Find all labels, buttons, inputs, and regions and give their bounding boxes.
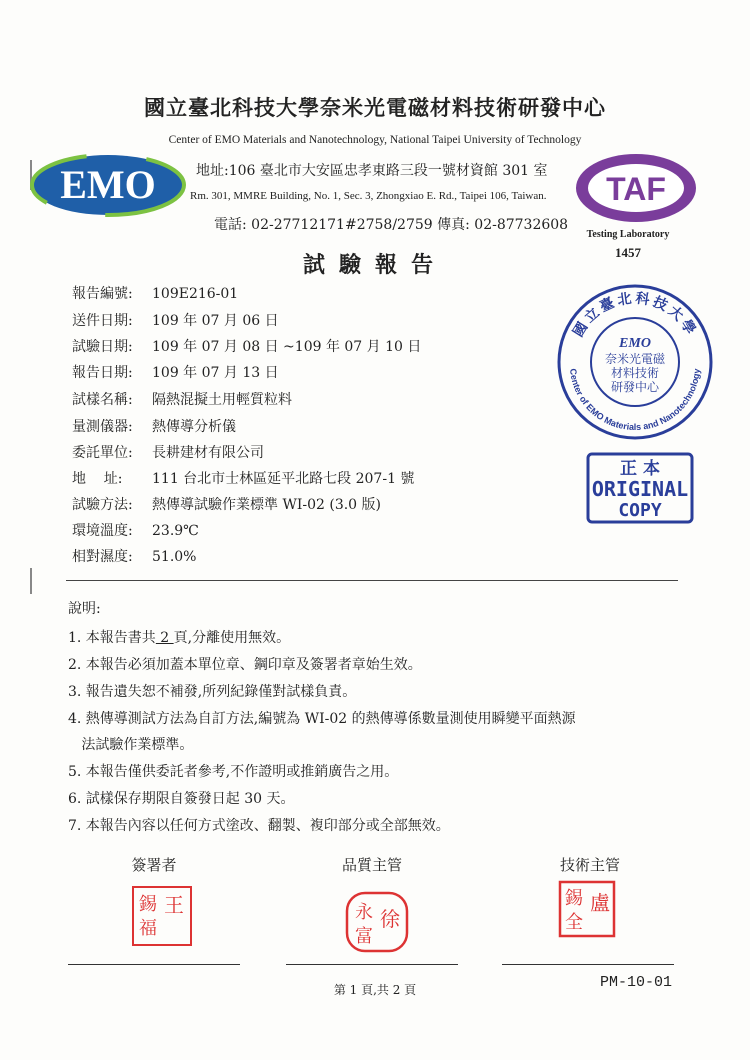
field-label: 量測儀器:: [72, 419, 133, 435]
note-item: 7. 本報告內容以任何方式塗改、翻製、複印部分或全部無效。: [68, 818, 450, 834]
original-stamp-zh: 正 本: [620, 459, 660, 479]
quality-manager-signature-line: [286, 964, 458, 965]
field-label: 委託單位:: [72, 445, 133, 461]
technical-manager-signature-line: [502, 964, 674, 965]
note-item: 6. 試樣保存期限自簽發日起 30 天。: [68, 791, 295, 807]
seal-english-text: Center of EMO Materials and Nanotechnology: [568, 368, 702, 433]
note-item: 3. 報告遺失恕不補發,所列紀錄僅對試樣負責。: [68, 684, 357, 700]
address-zh: 地址:106 臺北市大安區忠孝東路三段一號材資館 301 室: [196, 163, 548, 179]
margin-mark: [30, 568, 32, 594]
field-row: [72, 442, 264, 462]
field-label: 報告日期:: [72, 365, 133, 381]
field-row: [72, 362, 279, 382]
field-row: [72, 283, 238, 303]
section-divider: [66, 580, 678, 581]
field-value: 109 年 07 月 13 日: [152, 365, 279, 381]
field-row: [72, 520, 199, 540]
field-label: 試樣名稱:: [72, 392, 133, 408]
svg-text:盧: 盧: [590, 891, 610, 915]
form-code: PM-10-01: [600, 974, 673, 991]
seal-inner-line-2: 材料技術: [610, 366, 660, 380]
technical-manager-label: 技術主管: [559, 856, 620, 874]
field-value: 109 年 07 月 08 日 ~109 年 07 月 10 日: [152, 339, 422, 355]
original-stamp-en: ORIGINAL: [591, 477, 689, 501]
field-value: 109 年 07 月 06 日: [152, 313, 279, 329]
taf-logo: [572, 150, 700, 232]
seal-outer-text: 國立臺北科技大學: [570, 290, 700, 340]
report-title: 試驗報告: [302, 252, 447, 278]
original-copy-stamp: [586, 452, 694, 524]
field-row: [72, 310, 279, 330]
quality-manager-seal: [344, 890, 410, 954]
seal-emo-text: EMO: [619, 336, 651, 351]
field-label: 試驗方法:: [72, 497, 133, 513]
svg-text:永: 永: [355, 902, 373, 923]
field-row: [72, 389, 292, 409]
field-row: [72, 416, 236, 436]
signer-label: 簽署者: [131, 856, 177, 874]
field-value: 熱傳導試驗作業標準 WI-02 (3.0 版): [152, 497, 382, 513]
note-item: 5. 本報告僅供委託者參考,不作證明或推銷廣告之用。: [68, 764, 399, 780]
seal-inner-line-1: 奈米光電磁: [604, 352, 666, 366]
field-label: 環境溫度:: [72, 523, 133, 539]
field-row: [72, 336, 421, 356]
field-label: 相對濕度:: [72, 549, 133, 565]
signer-seal: [132, 886, 192, 946]
svg-text:國立臺北科技大學: [569, 290, 700, 340]
testing-laboratory-label: Testing Laboratory: [586, 229, 670, 240]
field-label: 送件日期:: [72, 313, 133, 329]
taf-logo-text: TAF: [606, 171, 666, 207]
field-label: 地 址:: [72, 471, 123, 487]
seal-inner-line-3: 研發中心: [610, 380, 660, 394]
field-value: 51.0%: [152, 549, 197, 565]
notes-title: 說明:: [68, 601, 101, 617]
note-item: 4. 熱傳導測試方法為自訂方法,編號為 WI-02 的熱傳導係數量測使用瞬變平面熱源: [68, 711, 576, 727]
svg-text:福: 福: [139, 918, 157, 939]
svg-text:富: 富: [355, 926, 373, 947]
field-row: [72, 494, 381, 514]
note-item: 1. 本報告書共 2 頁,分離使用無效。: [68, 630, 291, 646]
quality-manager-label: 品質主管: [341, 856, 402, 874]
field-value: 111 台北市士林區延平北路七段 207-1 號: [152, 471, 415, 487]
svg-text:錫: 錫: [139, 894, 157, 915]
technical-manager-seal: [558, 880, 616, 938]
field-value: 109E216-01: [152, 286, 239, 302]
copy-stamp-en: COPY: [618, 500, 662, 521]
institution-name-en: Center of EMO Materials and Nanotechnology, National Taipei University of Technology: [168, 134, 582, 146]
svg-text:錫: 錫: [565, 888, 583, 909]
field-row: [72, 546, 196, 566]
field-value: 隔熱混擬土用輕質粒料: [152, 392, 292, 408]
field-label: 報告編號:: [72, 286, 133, 302]
svg-text:徐: 徐: [380, 907, 400, 931]
field-row: [72, 468, 414, 488]
center-round-seal: [556, 283, 714, 441]
svg-text:王: 王: [164, 893, 184, 917]
signer-signature-line: [68, 964, 240, 965]
emo-logo: [28, 150, 188, 220]
page-number: 第 1 頁,共 2 頁: [333, 983, 417, 997]
svg-text:全: 全: [565, 912, 583, 933]
field-value: 23.9℃: [152, 523, 199, 539]
institution-name-zh: 國立臺北科技大學奈米光電磁材料技術研發中心: [144, 95, 606, 120]
emo-logo-text: EMO: [60, 162, 156, 207]
address-en: Rm. 301, MMRE Building, No. 1, Sec. 3, Zhongxiao E. Rd., Taipei 106, Taiwan.: [190, 190, 547, 202]
field-value: 熱傳導分析儀: [152, 419, 236, 435]
field-value: 長耕建材有限公司: [152, 445, 264, 461]
laboratory-number: 1457: [615, 245, 641, 260]
note-item: 法試驗作業標準。: [68, 737, 194, 753]
tel-fax: 電話: 02-27712171#2758/2759 傳真: 02-87732608: [214, 217, 569, 233]
note-item: 2. 本報告必須加蓋本單位章、鋼印章及簽署者章始生效。: [68, 657, 422, 673]
field-label: 試驗日期:: [72, 339, 133, 355]
